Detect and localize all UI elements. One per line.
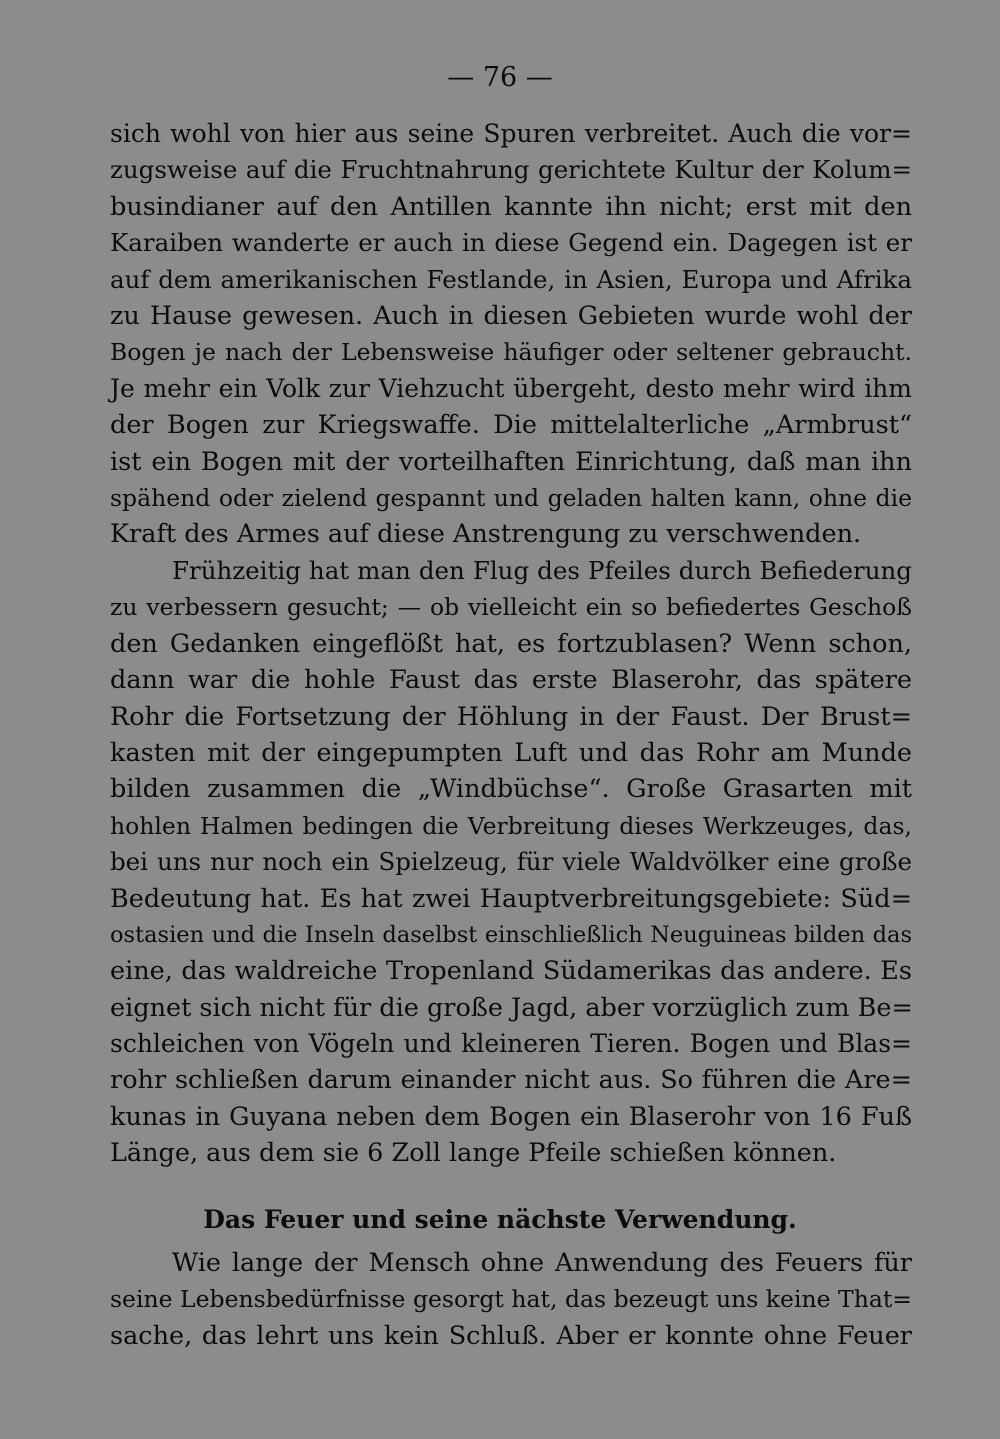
text-line: Bogen je nach der Lebensweise häufiger oder seltener gebraucht. — [110, 338, 912, 367]
text-line: der Bogen zur Kriegswaffe. Die mittelalterliche „Armbrust“ — [110, 410, 912, 441]
text-line: Rohr die Fortsetzung der Höhlung in der Faust. Der Brust= — [110, 701, 912, 732]
text-line: bei uns nur noch ein Spielzeug, für viele Waldvölker eine große — [110, 847, 912, 877]
text-line: eignet sich nicht für die große Jagd, aber vorzüglich zum Be= — [110, 992, 913, 1023]
text-line: Wie lange der Mensch ohne Anwendung des Feuers für — [172, 1248, 912, 1278]
text-line: Frühzeitig hat man den Flug des Pfeiles durch Befiederung — [172, 556, 912, 585]
text-line: kasten mit der eingepumpten Luft und das Rohr am Munde — [110, 737, 912, 768]
text-line: Länge, aus dem sie 6 Zoll lange Pfeile schießen können. — [110, 1138, 837, 1169]
text-line: Karaiben wanderte er auch in diese Gegend ein. Dagegen ist er — [110, 228, 912, 258]
paragraph-2 — [110, 553, 912, 1172]
text-line: seine Lebensbedürfnisse gesorgt hat, das bezeugt uns keine That= — [110, 1285, 912, 1314]
text-line: zu verbessern gesucht; — ob vielleicht ein so befiedertes Geschoß — [110, 593, 912, 622]
paragraph-1 — [110, 116, 912, 553]
section-heading: Das Feuer und seine nächste Verwendung. — [203, 1205, 797, 1234]
text-line: hohlen Halmen bedingen die Verbreitung dieses Werkzeuges, das, — [110, 811, 912, 840]
text-line: busindianer auf den Antillen kannte ihn nicht; erst mit den — [110, 191, 912, 222]
text-line: sich wohl von hier aus seine Spuren verbreitet. Auch die vor= — [110, 119, 912, 148]
text-line: zu Hause gewesen. Auch in diesen Gebieten wurde wohl der — [110, 300, 912, 331]
text-line: bilden zusammen die „Windbüchse“. Große Grasarten mit — [110, 774, 912, 805]
text-line: ostasien und die Inseln daselbst einschließlich Neuguineas bilden das — [110, 921, 912, 948]
text-line: rohr schließen darum einander nicht aus. So führen die Are= — [110, 1065, 912, 1096]
text-line: kunas in Guyana neben dem Bogen ein Blaserohr von 16 Fuß — [110, 1101, 912, 1132]
paragraph-3 — [110, 1245, 912, 1354]
text-line: dann war die hohle Faust das erste Blaserohr, das spätere — [110, 665, 912, 696]
text-line: ist ein Bogen mit der vorteilhaften Einrichtung, daß man ihn — [110, 446, 912, 477]
text-line: schleichen von Vögeln und kleineren Tieren. Bogen und Blas= — [110, 1029, 912, 1059]
text-line: zugsweise auf die Fruchtnahrung gerichtete Kultur der Kolum= — [110, 155, 912, 185]
text-line: Kraft des Armes auf diese Anstrengung zu verschwenden. — [110, 519, 862, 550]
text-line: Je mehr ein Volk zur Viehzucht übergeht, desto mehr wird ihm — [110, 373, 912, 403]
text-line: Bedeutung hat. Es hat zwei Hauptverbreitungsgebiete: Süd= — [110, 883, 912, 914]
text-line: eine, das waldreiche Tropenland Südamerikas das andere. Es — [110, 956, 912, 987]
text-line: sache, das lehrt uns kein Schluß. Aber er konnte ohne Feuer — [110, 1320, 912, 1351]
text-line: auf dem amerikanischen Festlande, in Asien, Europa und Afrika — [110, 264, 912, 294]
text-line: spähend oder zielend gespannt und geladen halten kann, ohne die — [110, 483, 912, 512]
page-number: — 76 — — [447, 62, 553, 93]
text-line: den Gedanken eingeflößt hat, es fortzublasen? Wenn schon, — [110, 628, 912, 659]
